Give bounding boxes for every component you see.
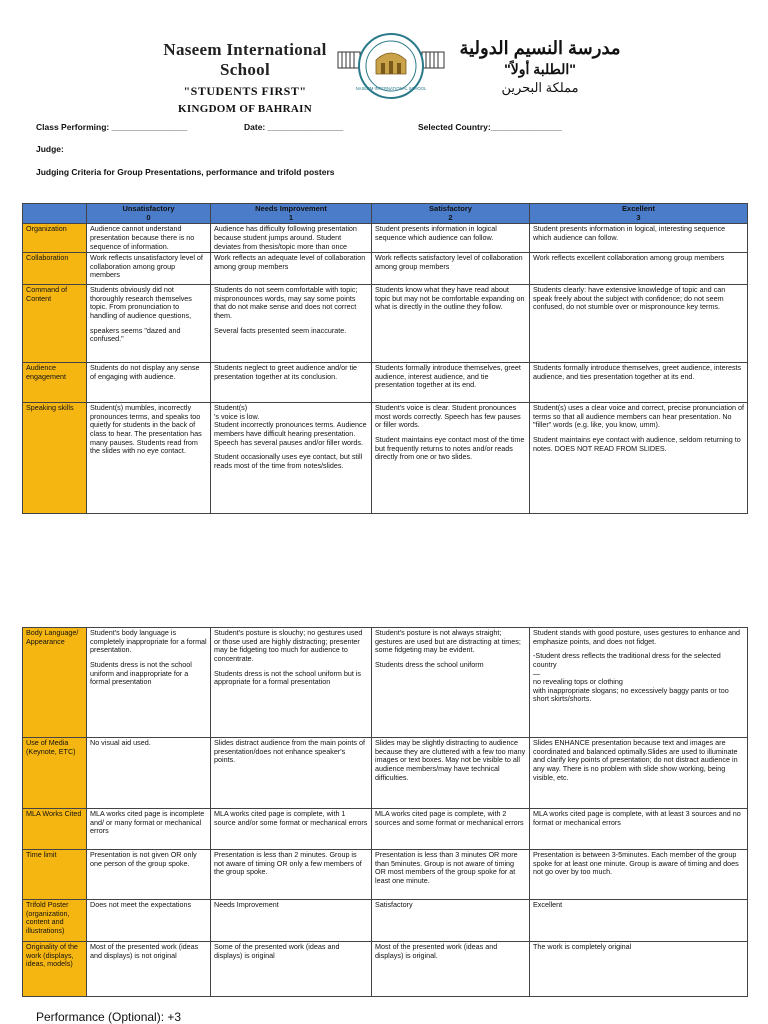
header-cell-excellent: Excellent 3: [530, 204, 748, 224]
rating-cell-text: Students dress is not the school uniform but is appropriate for a formal presentation: [214, 668, 362, 687]
rating-cell: [211, 942, 372, 997]
rubric-row: [23, 900, 748, 942]
form-fields-row: [36, 122, 736, 134]
rating-cell: [530, 285, 748, 363]
rating-cell: [87, 942, 211, 997]
rubric-row: [23, 403, 748, 514]
rating-cell: [372, 942, 530, 997]
rating-cell: [372, 403, 530, 514]
rating-cell-text: Presentation is less than 3 minutes OR more than 5minutes. Group is not aware of timing OR most members of the group spoke for at least one minute.: [375, 850, 518, 885]
criterion-cell: Originality of the work (displays, ideas, models): [23, 942, 87, 997]
rating-cell-text: Work reflects unsatisfactory level of collaboration among group members: [90, 253, 203, 280]
rating-cell: [87, 403, 211, 514]
class-performing-field: Class Performing: ________________: [36, 122, 188, 132]
rating-cell-text: The work is completely original: [533, 942, 632, 951]
rating-cell-text: Students clearly: have extensive knowledge of topic and can speak freely about the subject with confidence; do not seem confused, do not stumble over or mispronounce key terms.: [533, 285, 726, 312]
header-cell-unsatisfactory: Unsatisfactory 0: [87, 204, 211, 224]
rating-cell-text: Presentation is between 3-5minutes. Each member of the group spoke for at least one minute. Group is aware of timing and does not go over by too much.: [533, 850, 739, 877]
school-header: [0, 30, 768, 115]
school-crest-logo: [336, 30, 446, 105]
rating-cell: [372, 900, 530, 942]
judge-field: Judge:: [36, 144, 64, 154]
rating-cell-text: Satisfactory: [375, 900, 413, 909]
rating-cell-text: Students formally introduce themselves, greet audience, interests audience, and ties presentation together at its end.: [533, 363, 742, 381]
school-name-en: Naseem International School: [163, 40, 327, 79]
rating-cell-text: -Student dress reflects the traditional dress for the selected country — no revealing tops or clothing with inappropriate slogans; no excessively baggy pants or too short skirts/shorts.: [533, 651, 729, 704]
rating-cell: [87, 363, 211, 403]
rating-cell: [372, 285, 530, 363]
rating-cell-text: Presentation is less than 2 minutes. Group is not aware of timing OR only a few members of the group spoke.: [214, 850, 362, 877]
school-motto-en: "STUDENTS FIRST": [183, 84, 307, 98]
rating-cell-text: Most of the presented work (ideas and displays) is not original: [90, 942, 199, 960]
rating-cell: [211, 363, 372, 403]
rating-cell-text: Work reflects excellent collaboration among group members: [533, 253, 725, 263]
rating-cell: [372, 224, 530, 253]
rating-cell-text: MLA works cited page is complete, with 1 source and/or some format or mechanical errors: [214, 809, 368, 827]
rating-cell-text: Slides distract audience from the main points of presentation/does not enhance speaker's points.: [214, 738, 366, 765]
rubric-table-2: [22, 627, 748, 997]
criterion-cell: Organization: [23, 224, 87, 253]
criterion-cell: Use of Media (Keynote, ETC): [23, 738, 87, 809]
rubric-row: [23, 363, 748, 403]
rating-cell-text: speakers seems "dazed and confused.": [90, 325, 181, 344]
criterion-cell: Audience engagement: [23, 363, 87, 403]
rating-cell-text: Student maintains eye contact most of the time but frequently returns to notes and/or reads directly from one or two slides.: [375, 435, 525, 462]
rating-cell-text: Student(s) mumbles, incorrectly pronounces terms, and speaks too quietly for students in the back of class to hear. The presentation has many pauses. Students read from the slides with no eye contact.: [90, 403, 202, 456]
rating-cell: [211, 253, 372, 285]
criterion-cell: Speaking skills: [23, 403, 87, 514]
rating-cell-text: Several facts presented seem inaccurate.: [214, 325, 347, 335]
rating-cell: [211, 809, 372, 850]
performance-optional-note: Performance (Optional): +3: [36, 1010, 182, 1024]
rating-cell-text: Students obviously did not thoroughly research themselves topic. From pronunciation to handling of audience questions,: [90, 285, 192, 321]
rating-cell-text: Student stands with good posture, uses gestures to enhance and emphasize points, and does not fidget.: [533, 628, 740, 646]
rating-cell: [530, 363, 748, 403]
rating-cell-text: Student presents information in logical sequence which audience can follow.: [375, 224, 497, 242]
rubric-row: [23, 628, 748, 738]
rating-cell-text: No visual aid used.: [90, 738, 151, 747]
rating-cell-text: Excellent: [533, 900, 563, 909]
rubric-table-1: [22, 203, 748, 514]
school-header-english: [150, 40, 340, 115]
svg-text:NASEEM INTERNATIONAL SCHOOL: NASEEM INTERNATIONAL SCHOOL: [355, 86, 427, 91]
criterion-cell: Time limit: [23, 850, 87, 900]
rating-cell: [530, 809, 748, 850]
school-name-ar: مدرسة النسيم الدولية: [459, 38, 621, 58]
rubric-header-row: [23, 204, 748, 224]
rating-cell-text: Students dress the school uniform: [375, 659, 484, 669]
rating-cell: [530, 900, 748, 942]
rubric-row: [23, 224, 748, 253]
rating-cell-text: Some of the presented work (ideas and displays) is original: [214, 942, 340, 960]
rating-cell: [87, 285, 211, 363]
rating-cell: [530, 942, 748, 997]
rating-cell-text: Work reflects satisfactory level of collaboration among group members: [375, 253, 523, 271]
date-field: Date: ________________: [244, 122, 344, 132]
rating-cell-text: Slides may be slightly distracting to audience because they are cluttered with a few too many images or text boxes. May not be visible to all audience members/may have technical difficulties.: [375, 738, 526, 782]
rating-cell: [372, 628, 530, 738]
rating-cell: [530, 253, 748, 285]
criterion-cell: Trifold Poster (organization, content and illustrations): [23, 900, 87, 942]
rating-cell: [530, 738, 748, 809]
rating-cell: [87, 253, 211, 285]
selected-country-field: Selected Country:_______________: [418, 122, 562, 132]
criteria-header-cell: [23, 204, 87, 224]
rating-cell: [87, 809, 211, 850]
rating-cell-text: Student occasionally uses eye contact, but still reads most of the time from notes/slides.: [214, 452, 363, 471]
rating-cell-text: Student's posture is not always straight; gestures are used but are distracting at times; some fidgeting may be evident.: [375, 628, 521, 655]
rating-cell: [530, 850, 748, 900]
rubric-title: Judging Criteria for Group Presentations, performance and trifold posters: [36, 167, 335, 177]
rubric-row: [23, 850, 748, 900]
rating-cell-text: Students do not seem comfortable with topic; mispronounces words, may say some points that do not make sense and does not correct them.: [214, 285, 358, 321]
rating-cell-text: Students neglect to greet audience and/or tie presentation together at its conclusion.: [214, 363, 358, 381]
rating-cell: [530, 224, 748, 253]
rating-cell: [530, 403, 748, 514]
rating-cell-text: Work reflects an adequate level of collaboration among group members: [214, 253, 366, 271]
rating-cell-text: Does not meet the expectations: [90, 900, 192, 909]
rating-cell: [372, 738, 530, 809]
rating-cell-text: MLA works cited page is complete, with at least 3 sources and no format or mechanical errors: [533, 809, 741, 827]
rating-cell-text: Student presents information in logical, interesting sequence which audience can follow.: [533, 224, 726, 242]
rating-cell-text: Student's body language is completely inappropriate for a formal presentation.: [90, 628, 207, 655]
rating-cell-text: MLA works cited page is complete, with 2 sources and some format or mechanical errors: [375, 809, 524, 827]
rating-cell: [211, 403, 372, 514]
rating-cell: [530, 628, 748, 738]
rating-cell: [87, 738, 211, 809]
rating-cell: [372, 363, 530, 403]
criterion-cell: Body Language/ Appearance: [23, 628, 87, 738]
rating-cell-text: Presentation is not given OR only one person of the group spoke.: [90, 850, 197, 868]
rubric-row: [23, 253, 748, 285]
rubric-row: [23, 285, 748, 363]
criterion-cell: Command of Content: [23, 285, 87, 363]
rating-cell-text: Students dress is not the school uniform and inappropriate for a formal presentation: [90, 659, 192, 687]
rating-cell: [211, 285, 372, 363]
rubric-row: [23, 738, 748, 809]
rating-cell: [87, 900, 211, 942]
rating-cell: [372, 850, 530, 900]
rating-cell: [211, 850, 372, 900]
rating-cell-text: Audience cannot understand presentation because there is no sequence of information.: [90, 224, 195, 251]
rating-cell-text: Needs Improvement: [214, 900, 279, 909]
rating-cell: [372, 253, 530, 285]
school-kingdom-ar: مملكة البحرين: [501, 80, 579, 95]
header-cell-satisfactory: Satisfactory 2: [372, 204, 530, 224]
rating-cell: [211, 738, 372, 809]
rating-cell-text: Students know what they have read about topic but may not be comfortable expanding on what is directly in the outline they follow.: [375, 285, 525, 312]
rating-cell: [211, 900, 372, 942]
rubric-row: [23, 809, 748, 850]
criterion-cell: Collaboration: [23, 253, 87, 285]
header-cell-needs-improvement: Needs Improvement 1: [211, 204, 372, 224]
rating-cell: [87, 224, 211, 253]
rating-cell: [211, 628, 372, 738]
school-motto-ar: "الطلبة أولاً": [504, 61, 576, 77]
rating-cell-text: Students do not display any sense of engaging with audience.: [90, 363, 200, 381]
rating-cell-text: Most of the presented work (ideas and displays) is original.: [375, 942, 498, 960]
school-header-arabic: [440, 38, 640, 96]
rating-cell-text: Slides ENHANCE presentation because text and images are coordinated and balanced optimally.Slides are used to illuminate and clarify key points of presentation; do not distract audience in any way. There is no problem with slide show working, being visible, etc.: [533, 738, 738, 782]
rating-cell-text: Student(s) uses a clear voice and correct, precise pronunciation of terms so that all audience members can hear presentation. No "filler" words (e.g. like, you know, umm).: [533, 403, 744, 430]
rating-cell: [372, 809, 530, 850]
rating-cell-text: Student's posture is slouchy; no gestures used or those used are highly distracting; presenter may be fidgeting too much for audience to concentrate.: [214, 628, 363, 663]
rating-cell: [87, 850, 211, 900]
rating-cell: [211, 224, 372, 253]
rating-cell: [87, 628, 211, 738]
rating-cell-text: Audience has difficulty following presentation because student jumps around. Student deviates from thesis/topic more than once: [214, 224, 357, 251]
rating-cell-text: MLA works cited page is incomplete and/ or many format or mechanical errors: [90, 809, 205, 836]
rubric-row: [23, 942, 748, 997]
school-kingdom-en: KINGDOM OF BAHRAIN: [178, 103, 312, 115]
rating-cell-text: Students formally introduce themselves, greet audience, interest audience, and tie presentation together at its end.: [375, 363, 521, 390]
rating-cell-text: Student maintains eye contact with audience, seldom returning to notes. DOES NOT READ FROM SLIDES.: [533, 435, 741, 453]
rating-cell-text: Student(s) 's voice is low. Student incorrectly pronounces terms. Audience members have difficult hearing presentation. Speech has several pauses and/or filler words.: [214, 403, 367, 447]
rating-cell-text: Student's voice is clear. Student pronounces most words correctly. Speech has few pauses or filler words.: [375, 403, 521, 430]
criterion-cell: MLA Works Cited: [23, 809, 87, 850]
